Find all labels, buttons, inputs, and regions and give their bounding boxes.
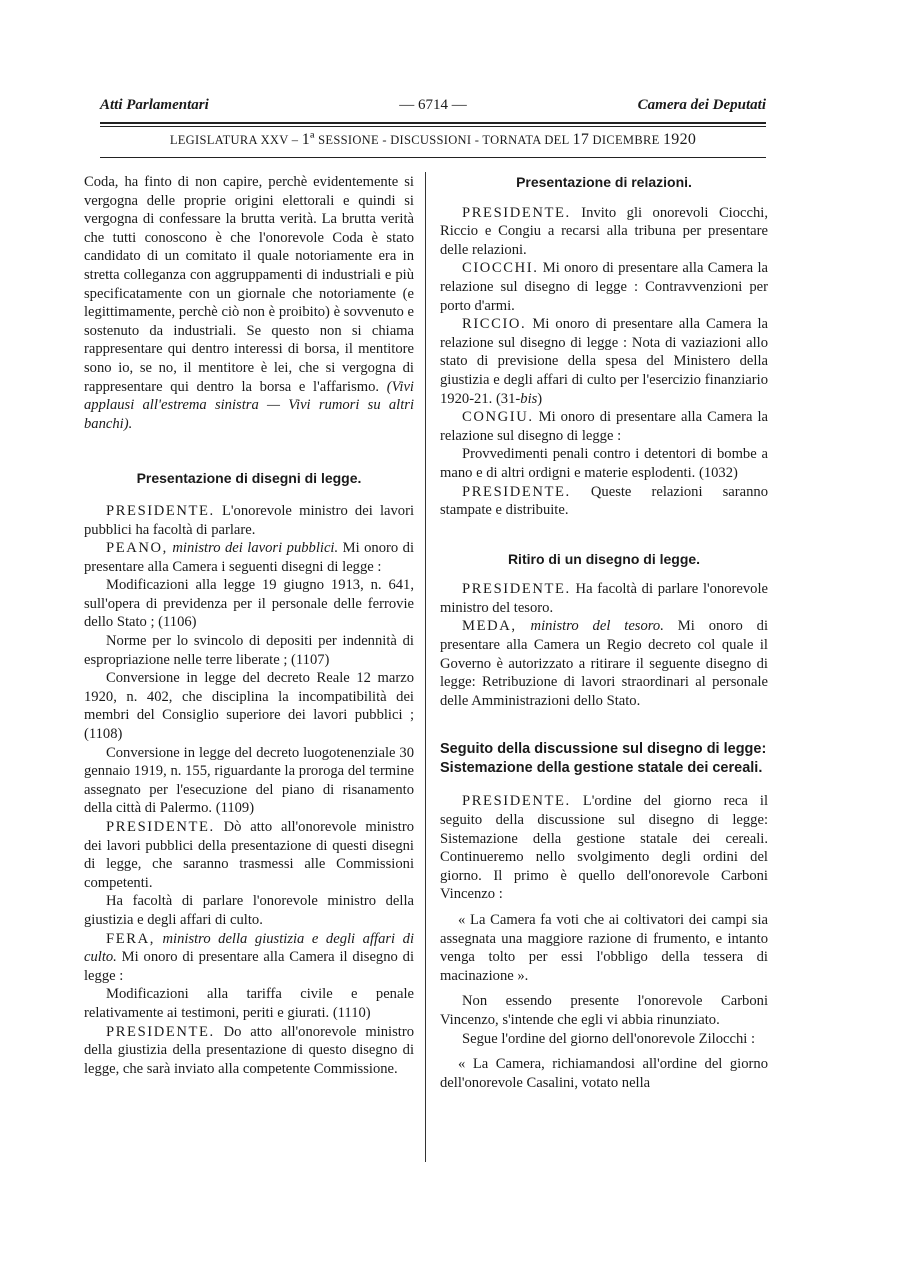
paragraph: Segue l'ordine del giorno dell'onorevole Zilocchi :	[462, 1030, 756, 1047]
bill-item: Provvedimenti penali contro i detentori di bombe a mano e di altri ordigni e materie esplodenti. (1032)	[440, 446, 768, 481]
session-line	[100, 131, 766, 149]
column-divider	[425, 172, 426, 1162]
paragraph	[84, 930, 414, 986]
header-chamber: Camera dei Deputati	[637, 97, 766, 113]
speaker-name: PRESIDENTE.	[462, 483, 571, 500]
section-heading: Presentazione di disegni di legge.	[136, 470, 362, 487]
session-month: DICEMBRE	[589, 133, 663, 147]
bill-item: Conversione in legge del decreto luogotenenziale 30 gennaio 1919, n. 155, riguardante la proroga del termine assegnato per l'esecuzione del piano di risanamento della città di Palermo. (1109)	[84, 744, 414, 817]
running-header	[100, 97, 766, 119]
speaker-role: ministro del tesoro.	[516, 618, 664, 635]
bill-item: Conversione in legge del decreto Reale 12 marzo 1920, n. 402, che disciplina la incompatibilità dei membri del Consiglio superiore dei lavori pubblici ; (1108)	[84, 670, 414, 743]
paragraph	[440, 617, 768, 710]
session-title: SESSIONE - DISCUSSIONI - TORNATA DEL	[314, 133, 573, 147]
spacer	[440, 568, 768, 580]
paragraph-text: Ha facoltà di parlare l'onorevole ministro del tesoro.	[440, 581, 768, 616]
section-heading: Seguito della discussione sul disegno di legge: Sistemazione della gestione statale dei cereali.	[440, 741, 767, 777]
bill-item: Modificazioni alla legge 19 giugno 1913, n. 641, sull'opera di previdenza per il personale delle ferrovie dello Stato ; (1106)	[84, 577, 414, 631]
applause-note: (Vivi applausi all'estrema sinistra — Vivi rumori su altri banchi).	[84, 378, 414, 432]
paragraph	[440, 315, 768, 408]
speaker-role: ministro della giustizia e degli affari di culto.	[84, 930, 414, 966]
paragraph	[84, 502, 414, 539]
speaker-role: ministro dei lavori pubblici.	[167, 540, 339, 557]
order-of-day-quote: « La Camera fa voti che ai coltivatori dei campi sia assegnata una maggiore razione di frumento, e intanto venga tolto per essi l'obbligo della tessera di macinazione ».	[440, 912, 768, 984]
paragraph-text: L'onorevole ministro dei lavori pubblici ha facoltà di parlare.	[84, 502, 414, 538]
paragraph: Ha facoltà di parlare l'onorevole ministro della giustizia e degli affari di culto.	[84, 893, 414, 928]
spacer	[440, 520, 768, 550]
order-of-day-quote: « La Camera, richiamandosi all'ordine del giorno dell'onorevole Casalini, votato nella	[440, 1056, 768, 1091]
session-year: 1920	[662, 131, 697, 148]
header-rule-thick	[100, 122, 766, 124]
header-rule-thin	[100, 126, 766, 127]
spacer	[440, 904, 768, 911]
paragraph	[84, 173, 414, 433]
paragraph	[84, 539, 414, 576]
session-day: 17	[572, 131, 590, 148]
speaker-name: PRESIDENTE.	[106, 819, 215, 835]
spacer	[440, 778, 768, 792]
paragraph	[84, 1023, 414, 1079]
paragraph-text: Queste relazioni saranno stampate e distribuite.	[440, 483, 768, 519]
paragraph-text: Mi onoro di presentare alla Camera i seguenti disegni di legge :	[84, 540, 415, 575]
paragraph-text: Dò atto all'onorevole ministro dei lavori pubblici della presentazione di questi disegni di legge, che saranno trasmessi alle Commissioni competenti.	[84, 819, 414, 891]
paragraph-text: L'ordine del giorno reca il seguito della discussione sul disegno di legge: Sistemazione della gestione statale dei cereali. Continueremo nello svolgimento degli ordini del giorno. Il primo è quello dell'onorevole Carboni Vincenzo :	[440, 793, 768, 903]
bill-item: Modificazioni alla tariffa civile e penale relativamente ai testimoni, periti e giurati. (1110)	[84, 986, 414, 1021]
paragraph-text: Mi onoro di presentare alla Camera la relazione sul disegno di legge : Contravvenzioni per porto d'armi.	[440, 260, 768, 314]
paragraph-text: Do atto all'onorevole ministro della giustizia della presentazione di questo disegno di legge, che sarà inviato alla competente Commissione.	[84, 1023, 414, 1077]
session-rule	[100, 157, 766, 158]
paragraph	[440, 580, 768, 617]
speaker-name: CONGIU.	[462, 409, 534, 426]
paragraph	[440, 408, 768, 445]
spacer	[84, 488, 414, 502]
speaker-name: PRESIDENTE.	[462, 793, 571, 810]
bill-item: Norme per lo svincolo di depositi per indennità di espropriazione nelle terre liberate ; (1107)	[84, 633, 414, 668]
section-heading: Ritiro di un disegno di legge.	[507, 550, 701, 567]
bis-marker: bis	[520, 390, 538, 407]
paragraph-text: Mi onoro di presentare alla Camera la relazione sul disegno di legge : Nota di vaziazioni allo stato di previsione della spesa del Ministero della giustizia e degli affari di culto per l'esercizio finanziario 1920-21. (31-	[440, 316, 768, 407]
speaker-name: PRESIDENTE.	[106, 502, 215, 519]
paragraph	[440, 792, 768, 904]
spacer	[440, 1048, 768, 1055]
session-legislature: LEGISLATURA XXV –	[169, 133, 302, 147]
speaker-name: PRESIDENTE.	[462, 204, 571, 221]
speaker-name: PRESIDENTE.	[462, 581, 571, 598]
speaker-name: FERA,	[106, 930, 155, 947]
paragraph: Non essendo presente l'onorevole Carboni Vincenzo, s'intende che egli vi abbia rinunziato.	[440, 993, 768, 1028]
spacer	[440, 985, 768, 992]
paragraph	[440, 204, 768, 260]
paragraph-text: Coda, ha finto di non capire, perchè evidentemente si vergogna delle proprie origini elettorali e quindi si vergogna di confessare la brutta verità. La brutta verità che tutti conoscono è che l'onorevole Coda è stato candidato di un comitato il quale notoriamente era in stretta colleganza con aggruppamenti di industriali e più specificatamente con un giornale che notoriamente (e legittimamente, perchè ciò non è proibito) è sovvenuto e sostenuto da industriali. Se questo non si chiama rappresentare qui dentro interessi di borsa, il mentitore sono io, se no, il mentitore è lei, che si vergogna di rappresentare qui dentro la borsa e l'affarismo.	[84, 174, 414, 395]
paragraph-text: Mi onoro di presentare alla Camera la relazione sul disegno di legge :	[440, 409, 768, 444]
paragraph-text: Mi onoro di presentare alla Camera un Regio decreto col quale il Governo è autorizzato a ritirare il seguente disegno di legge: Retribuzione di lavori straordinari al personale delle Amministrazioni dello Stato.	[440, 618, 769, 709]
speaker-name: MEDA,	[462, 618, 517, 635]
session-number: 1ª	[301, 131, 315, 148]
header-publication: Atti Parlamentari	[100, 97, 209, 113]
section-heading: Presentazione di relazioni.	[516, 174, 692, 190]
paragraph	[84, 818, 414, 892]
paragraph-text: Invito gli onorevoli Ciocchi, Riccio e Congiu a recarsi alla tribuna per presentare delle relazioni.	[440, 204, 768, 258]
spacer	[84, 433, 414, 469]
page-number: — 6714 —	[399, 97, 467, 113]
left-column	[84, 173, 414, 1078]
speaker-name: CIOCCHI.	[462, 260, 539, 277]
speaker-name: PRESIDENTE.	[106, 1023, 215, 1040]
spacer	[440, 192, 768, 204]
paragraph	[440, 483, 768, 520]
paragraph-text: Mi onoro di presentare alla Camera il disegno di legge :	[84, 949, 414, 984]
paragraph	[440, 259, 768, 315]
speaker-name: PEANO,	[106, 540, 168, 557]
spacer	[440, 710, 768, 740]
speaker-name: RICCIO.	[462, 316, 527, 333]
right-column	[440, 173, 768, 1092]
paragraph-text: )	[537, 390, 543, 407]
